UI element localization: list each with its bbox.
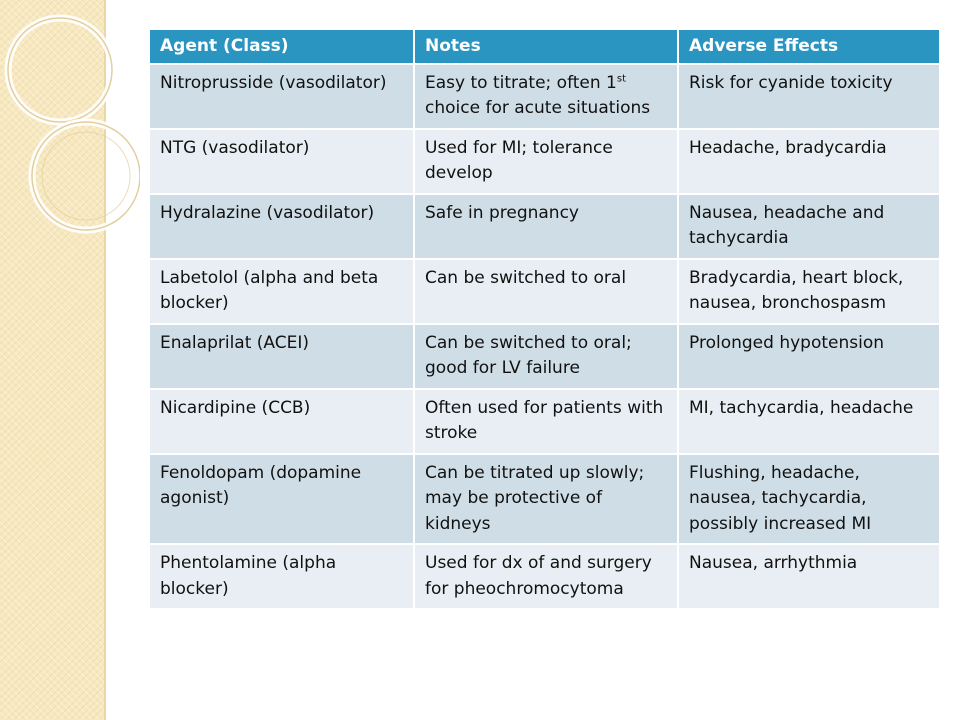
notes-text-cont: choice for acute situations	[425, 98, 651, 118]
agent-cell: Labetolol (alpha and beta blocker)	[150, 259, 414, 324]
notes-text: Easy to titrate; often 1	[425, 72, 617, 93]
agent-cell: Hydralazine (vasodilator)	[150, 194, 414, 259]
notes-cell: Often used for patients with stroke	[414, 389, 678, 454]
ordinal-superscript: st	[616, 72, 627, 84]
table-row	[150, 64, 940, 129]
notes-cell: Safe in pregnancy	[414, 194, 678, 259]
agent-cell: NTG (vasodilator)	[150, 129, 414, 194]
adverse-cell: Bradycardia, heart block, nausea, bronchospasm	[678, 259, 940, 324]
adverse-cell: Nausea, headache and tachycardia	[678, 194, 940, 259]
table-row	[150, 194, 940, 259]
adverse-cell: Prolonged hypotension	[678, 324, 940, 389]
table-row	[150, 259, 940, 324]
adverse-cell: Flushing, headache, nausea, tachycardia, possibly increased MI	[678, 454, 940, 545]
notes-cell: Can be titrated up slowly; may be protective of kidneys	[414, 454, 678, 545]
notes-cell: Used for dx of and surgery for pheochromocytoma	[414, 544, 678, 609]
adverse-cell: Headache, bradycardia	[678, 129, 940, 194]
column-header-notes: Notes	[414, 30, 678, 64]
adverse-cell: Nausea, arrhythmia	[678, 544, 940, 609]
table-row	[150, 324, 940, 389]
drug-table	[150, 30, 941, 610]
decorative-rings-icon	[0, 0, 140, 260]
table-row	[150, 389, 940, 454]
agent-cell: Nicardipine (CCB)	[150, 389, 414, 454]
adverse-cell: Risk for cyanide toxicity	[678, 64, 940, 129]
agent-cell: Fenoldopam (dopamine agonist)	[150, 454, 414, 545]
notes-cell: Can be switched to oral; good for LV failure	[414, 324, 678, 389]
table-row	[150, 544, 940, 609]
notes-cell: Used for MI; tolerance develop	[414, 129, 678, 194]
column-header-adverse-effects: Adverse Effects	[678, 30, 940, 64]
notes-cell: Can be switched to oral	[414, 259, 678, 324]
notes-cell	[414, 64, 678, 129]
agent-cell: Enalaprilat (ACEI)	[150, 324, 414, 389]
table-row	[150, 129, 940, 194]
table-row	[150, 454, 940, 545]
column-header-agent: Agent (Class)	[150, 30, 414, 64]
table-header-row	[150, 30, 940, 64]
adverse-cell: MI, tachycardia, headache	[678, 389, 940, 454]
agent-cell: Phentolamine (alpha blocker)	[150, 544, 414, 609]
agent-cell: Nitroprusside (vasodilator)	[150, 64, 414, 129]
